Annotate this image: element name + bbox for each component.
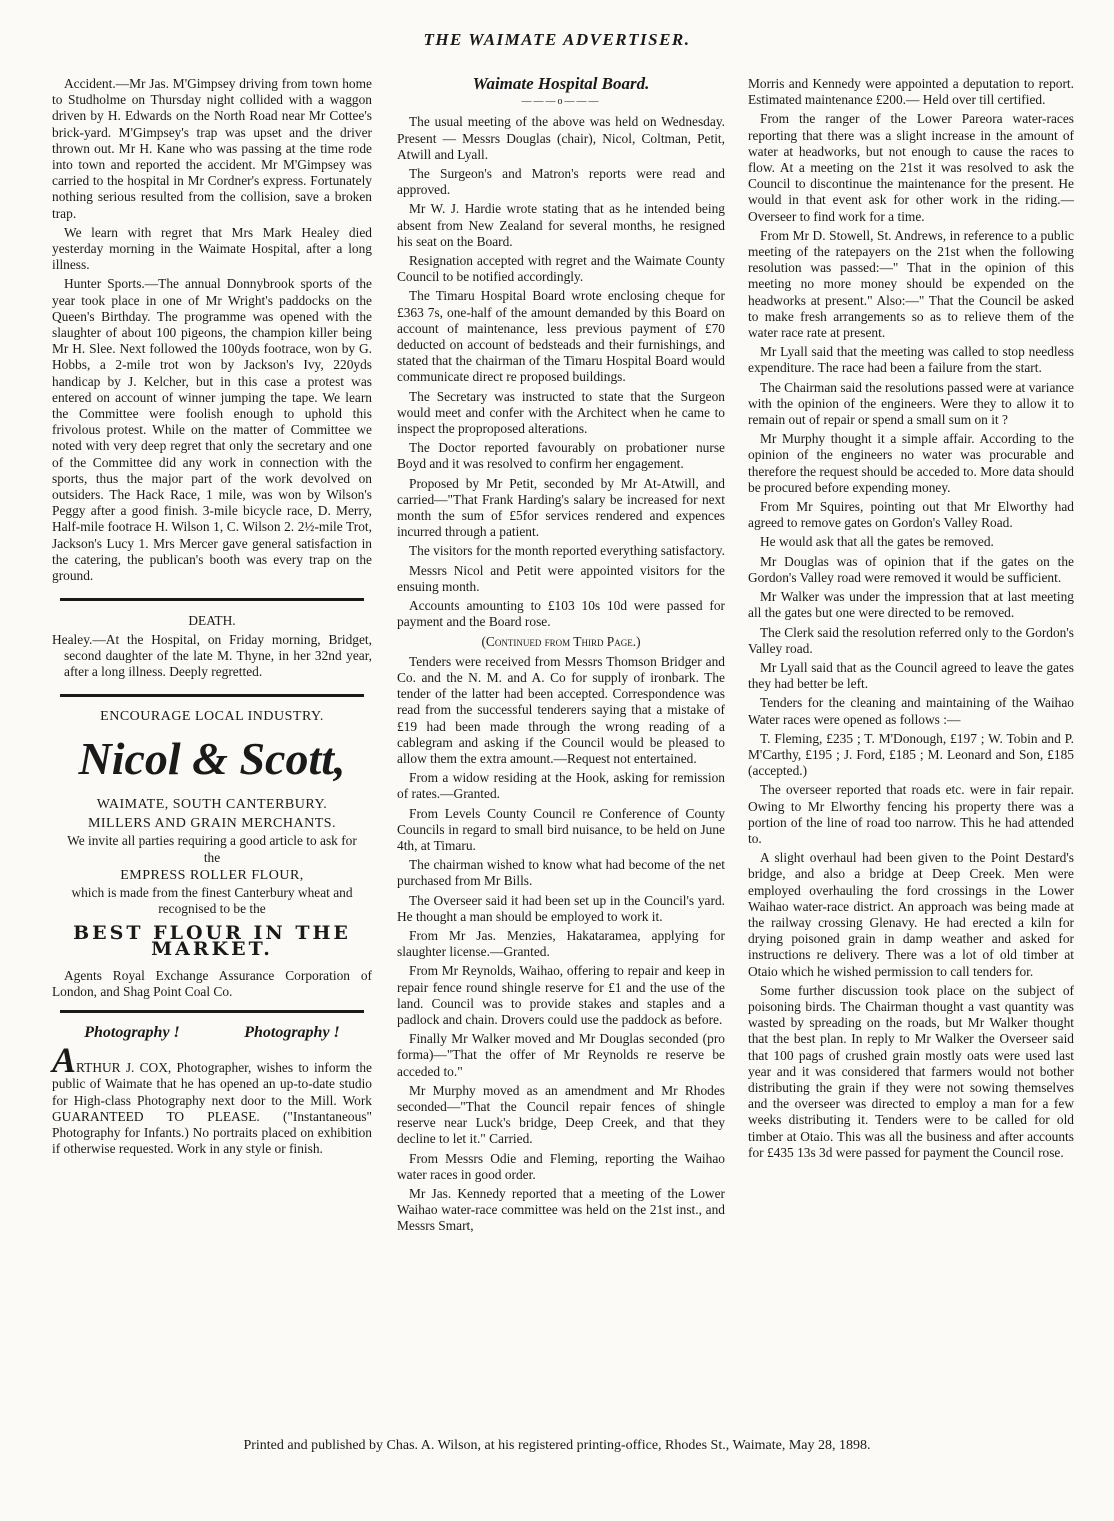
paragraph: Tenders for the cleaning and maintaining of the Waihao Water races were opened as follows :— — [748, 695, 1074, 727]
paragraph: Messrs Nicol and Petit were appointed visitors for the ensuing month. — [397, 562, 725, 594]
section-divider — [60, 694, 364, 697]
paragraph: The overseer reported that roads etc. were in fair repair. Owing to Mr Elworthy fencing his property there was a portion of the line of road too narrow. This he had attended to. — [748, 782, 1074, 846]
paragraph: The chairman wished to know what had become of the net purchased from Mr Bills. — [397, 857, 725, 889]
paragraph: Mr Murphy moved as an amendment and Mr Rhodes seconded—"That the Council repair fences of shingle reserve near Luck's bridge, Deep Creek, and that they decline to let it." Carried. — [397, 1082, 725, 1147]
paragraph: From Levels County Council re Conference of County Councils in regard to small bird nuisance, to be held on June 4th, at Timaru. — [397, 805, 725, 853]
photographer-ad-text: RTHUR J. COX, Photographer, wishes to inform the public of Waimate that he has opened an up-to-date studio for High-class Photography next door to the Mill. Work GUARANTEED TO PLEASE. ("Instantaneous" Photography for Infants.) No portraits placed on exhibition if otherwise requested. Work in any style or finish. — [52, 1060, 372, 1157]
section-divider — [60, 598, 364, 601]
paragraph: The Doctor reported favourably on probationer nurse Boyd and it was resolved to confirm her engagement. — [397, 440, 725, 472]
paragraph: From Mr Reynolds, Waihao, offering to repair and keep in repair fence round shingle reserve for £1 and the use of the land. Council was to provide stakes and staples and a padlock and chain. Drovers could use the paddock as before. — [397, 963, 725, 1027]
column-middle — [397, 76, 725, 1238]
paragraph: From Messrs Odie and Fleming, reporting the Waihao water races in good order. — [397, 1150, 725, 1182]
hospital-board-heading: Waimate Hospital Board. — [472, 74, 650, 93]
ad-agents: Agents Royal Exchange Assurance Corporation of London, and Shag Point Coal Co. — [52, 967, 372, 999]
paragraph: Proposed by Mr Petit, seconded by Mr At-Atwill, and carried—"That Frank Harding's salary be increased for next month the sum of £5for services rendered and expences incurred through a patient. — [397, 475, 725, 540]
paragraph: The usual meeting of the above was held on Wednesday. Present — Messrs Douglas (chair), Nicol, Coltman, Petit, Atwill and Lyall. — [397, 114, 725, 162]
paragraph: The Timaru Hospital Board wrote enclosing cheque for £363 7s, one-half of the amount demanded by this Board on account of maintenance, less previous payment of £70 deducted on account of bedsteads and their furnishings, and stated that the chairman of the Timaru Hospital Board would communicate direct re proposed buildings. — [397, 288, 725, 385]
paragraph: From Mr D. Stowell, St. Andrews, in reference to a public meeting of the ratepayers on the 21st when the following resolution was passed:—" That in the opinion of this meeting no more money should be expended on the headworks at present." Also:—" That the Council be asked to make fresh arrangements so as to relieve them of the water race rate at present. — [748, 227, 1074, 341]
photographer-ad — [52, 1040, 372, 1157]
ad-invite-text: We invite all parties requiring a good article to ask for the — [67, 833, 357, 865]
paragraph: From Mr Squires, pointing out that Mr Elworthy had agreed to remove gates on Gordon's Valley Road. — [748, 499, 1074, 531]
photography-heading-left: Photography ! — [84, 1023, 180, 1041]
masthead: THE WAIMATE ADVERTISER. — [423, 30, 691, 49]
paragraph: Tenders were received from Messrs Thomson Bridger and Co. and the N. M. and A. Co for supply of ironbark. The tender of the latter had been accepted. Correspondence was read from the successful tenderers saying that a mistake of £19 had been made through the wrong reading of a cablegram and asking if the Council would be pleased to allow them the extra amount.—Request not entertained. — [397, 653, 725, 766]
paragraph: Mr Murphy thought it a simple affair. According to the opinion of the engineers no water was procurable and therefore the request should be acceded to. More data should be procured before expending money. — [748, 431, 1074, 495]
paragraph: Some further discussion took place on the subject of poisoning birds. The Chairman thought a vast quantity was wasted by spreading on the roads, but Mr Walker thought that the best plan. In reply to Mr Walker the Overseer said that 100 pags of crushed grain mostly oats were used last year and it was considered that farmers would not bother distributing the grain if they were not sowing themselves and the overseer was directed to employ a man for a few weeks distributing it. Tenders were to be called for old timber at Otaio. This was all the business and after accounts for £435 13s 3d were passed for payment the Council rose. — [748, 982, 1074, 1160]
paragraph: The visitors for the month reported everything satisfactory. — [409, 543, 725, 559]
best-flour-slogan: BEST FLOUR IN THE MARKET. — [73, 922, 351, 961]
imprint-footer: Printed and published by Chas. A. Wilson, at his registered printing-office, Rhodes St., Waimate, May 28, 1898. — [243, 1438, 871, 1453]
paragraph: From a widow residing at the Hook, asking for remission of rates.—Granted. — [397, 770, 725, 802]
continued-note: (Continued from Third Page.) — [481, 633, 641, 649]
paragraph: Accounts amounting to £103 10s 10d were passed for payment and the Board rose. — [397, 598, 725, 630]
ad-description: which is made from the finest Canterbury wheat and recognised to be the — [71, 884, 353, 916]
firm-name: Nicol & Scott, — [78, 733, 346, 785]
paragraph: Mr Walker was under the impression that at last meeting all the gates but one were directed to be removed. — [748, 589, 1074, 621]
encourage-heading: ENCOURAGE LOCAL INDUSTRY. — [100, 709, 324, 725]
paragraph: The Secretary was instructed to state that the Surgeon would meet and confer with the Architect when he came to inspect the proproposed alterations. — [397, 388, 725, 437]
death-notice: Healey.—At the Hospital, on Friday morning, Bridget, second daughter of the late M. Thyne, in her 32nd year, after a long illness. Deeply regretted. — [52, 631, 372, 679]
paragraph: Mr Lyall said that as the Council agreed to leave the gates they had better be left. — [748, 659, 1074, 692]
paragraph: T. Fleming, £235 ; T. M'Donough, £197 ; W. Tobin and P. M'Carthy, £195 ; J. Ford, £185 ; M. Leonard and Son, £185 (accepted.) — [748, 730, 1074, 779]
drop-cap: A — [52, 1040, 77, 1081]
paragraph: Mr Douglas was of opinion that if the gates on the Gordon's Valley road were removed it would be sufficient. — [748, 553, 1074, 585]
paragraph: From the ranger of the Lower Pareora water-races reporting that there was a slight increase in the amount of water at headworks, but not enough to cause the races to flow. At a meeting on the 21st it was resolved to ask the Council to discontinue the maintenance for the present. He would in that event ask for other work in the riding.—Overseer to find work for a time. — [748, 111, 1074, 224]
paragraph: The Chairman said the resolutions passed were at variance with the opinion of the engineers. Were they to allow it to remain out of repair or spend a small sum on it ? — [748, 379, 1074, 428]
ad-product: EMPRESS ROLLER FLOUR, — [120, 867, 304, 883]
paragraph: From Mr Jas. Menzies, Hakataramea, applying for slaughter license.—Granted. — [397, 927, 725, 960]
section-divider — [60, 1010, 364, 1013]
paragraph: Mr W. J. Hardie wrote stating that as he intended being absent from New Zealand for several months, he resigned his seat on the Board. — [397, 201, 725, 249]
healey-notice: We learn with regret that Mrs Mark Healey died yesterday morning in the Waimate Hospital, after a long illness. — [52, 224, 372, 273]
paragraph: He would ask that all the gates be removed. — [760, 534, 994, 550]
ad-trade: MILLERS AND GRAIN MERCHANTS. — [87, 816, 337, 832]
accident-paragraph: Accident.—Mr Jas. M'Gimpsey driving from town home to Studholme on Thursday night collided with a waggon driven by H. Edwards on the North Road near Mr Cottee's brick-yard. M'Gimpsey's trap was upset and the driver thrown out. Mr H. Kane who was passing at the time rode into town and reported the accident. Mr M'Gimpsey was carried to the hospital in Mr Cordner's express. Fortunately nothing serious resulted from the collision, save a broken trap. — [52, 76, 372, 221]
photography-heading — [52, 1025, 372, 1041]
paragraph: Mr Lyall said that the meeting was called to stop needless expenditure. The race had been a failure from the start. — [748, 344, 1074, 376]
paragraph: A slight overhaul had been given to the Point Destard's bridge, and also a bridge at Deep Creek. Men were employed overhauling the ford crossings in the Lower Waihao water-race district. An approach was being made at the railway crossing Glenavy. He had erected a kiln for drying poisoned grain in damp weather and asked for instructions re delivery. There was a lot of old timber at Otaio which he wished permission to call tenders for. — [748, 850, 1074, 979]
hunter-sports-paragraph: Hunter Sports.—The annual Donnybrook sports of the year took place in one of Mr Wright's paddocks on the Queen's Birthday. The programme was opened with the slaughter of about 100 pigeons, the champion killer being Mr H. Slee. Next followed the 100yds footrace, won by G. Hobbs, a 2-mile trot won by Jackson's Ivy, 220yds handicap by J. Kelcher, but in this case a protest was entered on account of winner jumping the tape. We learn the Committee were foolish enough to uphold this frivolous protest. While on the matter of Committee we noted with very deep regret that only the secretary and one of the Committee did any work in connection with the sports, thus the major part of the work devolved on outsiders. The Hack Race, 1 mile, was won by Wilson's Peggy after a good finish. 3-mile bicycle race, D. Merry, Half-mile footrace H. Wilson 1, C. Wilson 2. 2½-mile Trot, Jackson's Lucy 1. Mrs Mercer gave general satisfaction in the catering, the publican's booth was every trap on the ground. — [52, 276, 372, 584]
paragraph: Morris and Kennedy were appointed a deputation to report. Estimated maintenance £200.— Held over till certified. — [748, 76, 1074, 108]
column-left — [52, 76, 372, 1160]
paragraph: The Surgeon's and Matron's reports were read and approved. — [397, 166, 725, 198]
paragraph: Mr Jas. Kennedy reported that a meeting of the Lower Waihao water-race committee was held on the 21st inst., and Messrs Smart, — [397, 1186, 725, 1234]
ornament-divider: ———o——— — [521, 96, 601, 108]
column-right — [748, 76, 1074, 1164]
paragraph: Resignation accepted with regret and the Waimate County Council to be notified accordingly. — [397, 253, 725, 285]
photography-heading-right: Photography ! — [244, 1023, 340, 1041]
death-title: DEATH. — [188, 613, 236, 629]
paragraph: Finally Mr Walker moved and Mr Douglas seconded (pro forma)—"That the offer of Mr Reynolds re reserve be acceded to." — [397, 1031, 725, 1079]
paragraph: The Overseer said it had been set up in the Council's yard. He thought a man should be employed to work it. — [397, 892, 725, 924]
ad-location: WAIMATE, SOUTH CANTERBURY. — [96, 797, 328, 813]
paragraph: The Clerk said the resolution referred only to the Gordon's Valley road. — [748, 624, 1074, 656]
